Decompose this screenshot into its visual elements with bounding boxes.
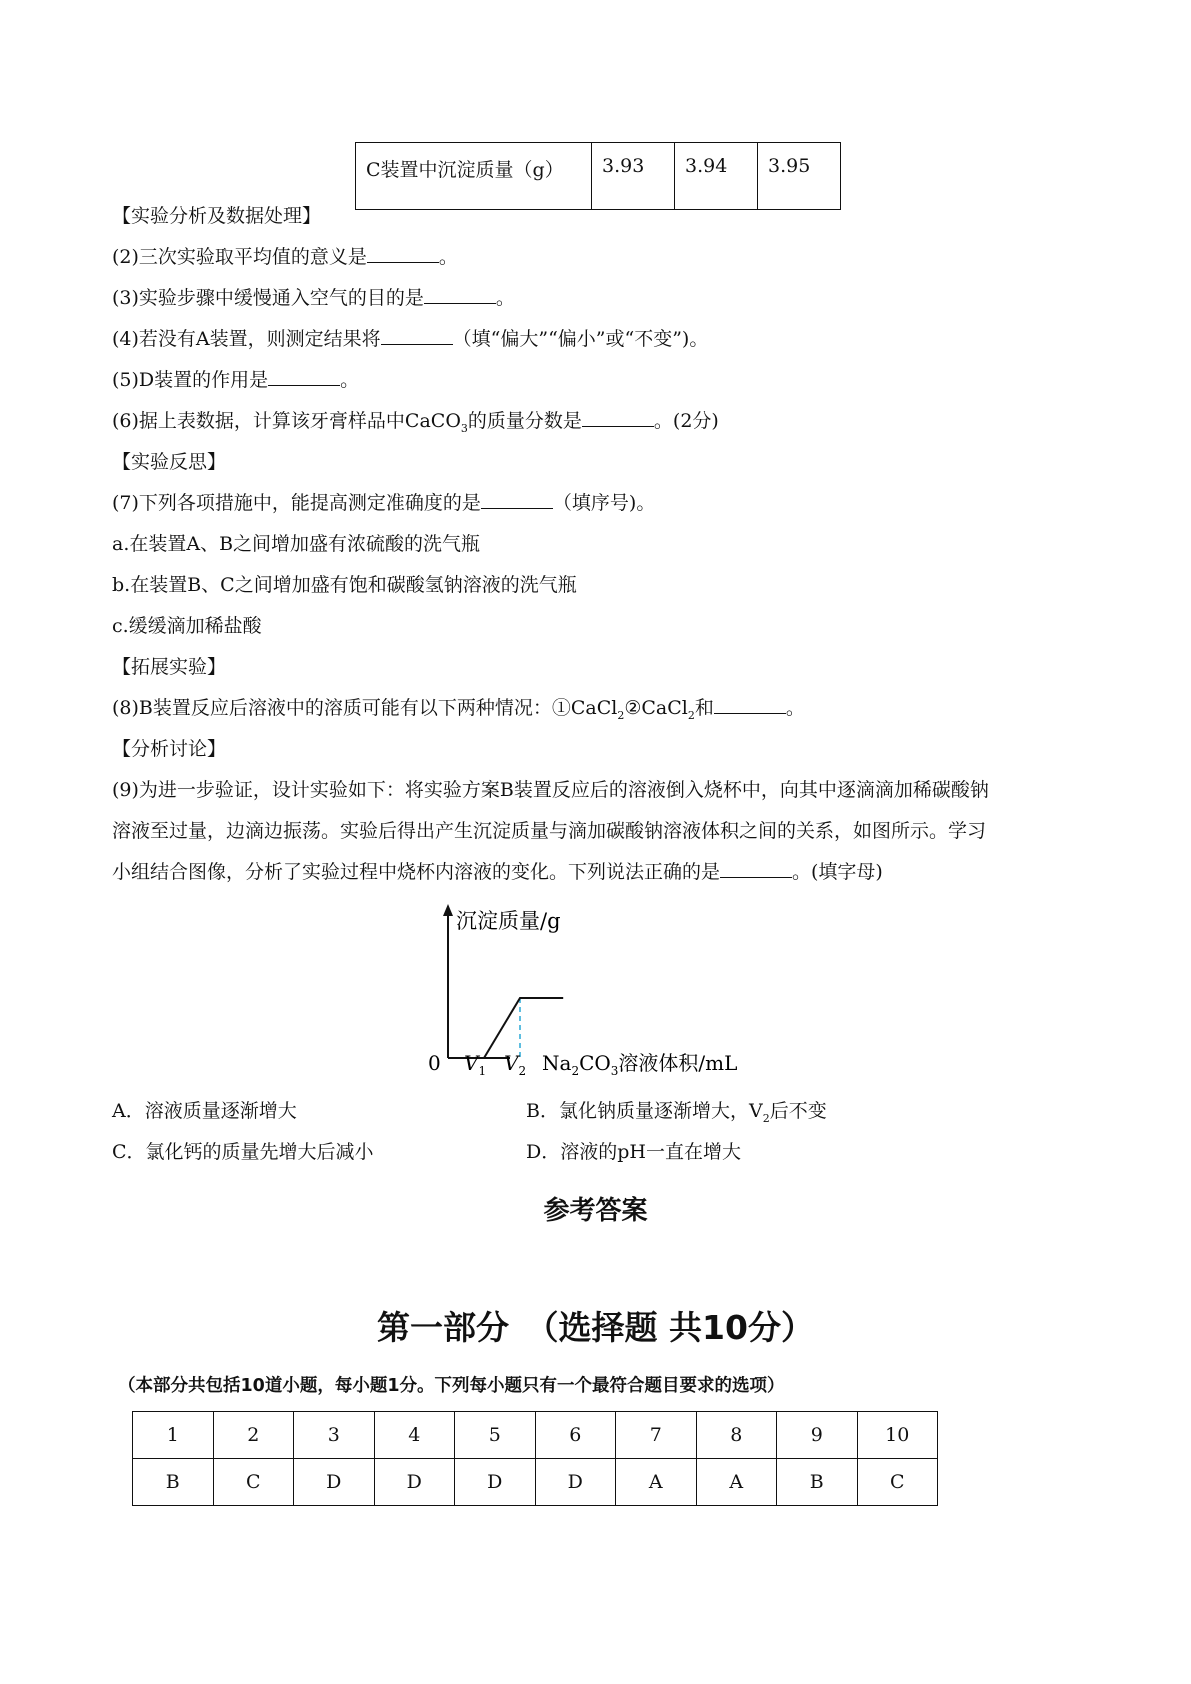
choice-a: A．溶液质量逐渐增大 (112, 1100, 297, 1122)
question-text: 和 (694, 697, 714, 719)
question-text-end: 。(2分) (653, 410, 719, 432)
section-heading-analysis: 【实验分析及数据处理】 (112, 205, 322, 227)
section-heading-discuss: 【分析讨论】 (112, 738, 227, 760)
option-b: b.在装置B、C之间增加盛有饱和碳酸氢钠溶液的洗气瓶 (112, 574, 577, 596)
answer-cell: D (294, 1459, 375, 1506)
option-a: a.在装置A、B之间增加盛有浓硫酸的洗气瓶 (112, 533, 481, 555)
question-9-line-1: (9)为进一步验证，设计实验如下：将实验方案B装置反应后的溶液倒入烧杯中，向其中逐滴滴加稀碳酸钠 (112, 779, 989, 801)
table-row (133, 1459, 938, 1506)
answer-cell: A (616, 1459, 697, 1506)
question-number: 3 (294, 1412, 375, 1459)
x-label-sub: 2 (571, 1064, 580, 1078)
answer-cell: B (133, 1459, 214, 1506)
sediment-mass-table (355, 142, 841, 210)
precipitate-volume-chart (420, 898, 780, 1078)
tick-label-v1 (464, 1051, 486, 1078)
question-text-end: 。 (340, 369, 360, 391)
x-label-part: 溶液体积/mL (618, 1051, 738, 1075)
section-heading-extend: 【拓展实验】 (112, 656, 227, 678)
question-text: (2)三次实验取平均值的意义是 (112, 246, 367, 268)
tick-v2-sub: 2 (518, 1064, 527, 1078)
part1-title: 第一部分 （选择题 共10分） (377, 1308, 814, 1347)
option-c: c.缓缓滴加稀盐酸 (112, 615, 262, 637)
subscript: 3 (460, 421, 468, 435)
question-number: 7 (616, 1412, 697, 1459)
question-9-line-2: 溶液至过量，边滴边振荡。实验后得出产生沉淀质量与滴加碳酸钠溶液体积之间的关系，如图所示。学习 (112, 820, 987, 842)
question-text: 小组结合图像，分析了实验过程中烧杯内溶液的变化。下列说法正确的是 (112, 861, 721, 883)
answer-blank[interactable] (268, 367, 340, 386)
answer-blank[interactable] (367, 244, 439, 263)
choice-text: 后不变 (769, 1100, 827, 1122)
answer-blank[interactable] (424, 285, 496, 304)
question-number: 10 (857, 1412, 938, 1459)
question-text-end: 。(填字母) (792, 861, 883, 883)
x-axis-label (542, 1051, 737, 1078)
question-number: 6 (535, 1412, 616, 1459)
answer-cell: C (213, 1459, 294, 1506)
subscript: 2 (617, 708, 625, 722)
question-text: (3)实验步骤中缓慢通入空气的目的是 (112, 287, 424, 309)
question-text: (6)据上表数据，计算该牙膏样品中CaCO (112, 410, 461, 432)
part1-note: （本部分共包括10道小题，每小题1分。下列每小题只有一个最符合题目要求的选项） (118, 1376, 785, 1396)
y-axis-label: 沉淀质量/g (456, 909, 561, 933)
answer-cell: D (455, 1459, 536, 1506)
answer-cell: D (374, 1459, 455, 1506)
row-label: C装置中沉淀质量（g） (356, 143, 592, 210)
x-label-sub: 3 (610, 1064, 619, 1078)
question-number: 1 (133, 1412, 214, 1459)
question-text: (8)B装置反应后溶液中的溶质可能有以下两种情况：①CaCl (112, 697, 618, 719)
tick-label-v2 (504, 1051, 526, 1078)
question-text-end: 。 (785, 697, 805, 719)
question-number: 2 (213, 1412, 294, 1459)
question-text-end: （填“偏大”“偏小”或“不变”)。 (452, 328, 709, 350)
question-text-end: 。 (438, 246, 458, 268)
answer-blank[interactable] (714, 695, 786, 714)
y-axis-arrow (443, 904, 453, 916)
answer-blank[interactable] (720, 859, 792, 878)
tick-v2-letter: V (504, 1051, 519, 1075)
question-text: (7)下列各项措施中，能提高测定准确度的是 (112, 492, 481, 514)
answer-cell: D (535, 1459, 616, 1506)
question-8 (112, 695, 805, 729)
question-9-line-3 (112, 859, 883, 885)
table-row (356, 143, 841, 210)
question-text-end: （填序号)。 (552, 492, 656, 514)
question-number: 5 (455, 1412, 536, 1459)
question-6 (112, 408, 719, 442)
answer-blank[interactable] (381, 326, 453, 345)
table-row (133, 1412, 938, 1459)
value-cell: 3.95 (758, 143, 841, 210)
origin-label: 0 (428, 1051, 441, 1075)
choice-b (526, 1096, 827, 1125)
section-heading-reflect: 【实验反思】 (112, 451, 227, 473)
question-text: (4)若没有A装置，则测定结果将 (112, 328, 381, 350)
answer-cell: C (857, 1459, 938, 1506)
precipitate-series-line (448, 998, 563, 1058)
question-text: (5)D装置的作用是 (112, 369, 269, 391)
question-number: 9 (777, 1412, 858, 1459)
question-4 (112, 326, 708, 352)
choice-text: B．氯化钠质量逐渐增大，V (526, 1100, 763, 1122)
answer-cell: B (777, 1459, 858, 1506)
answers-title: 参考答案 (543, 1196, 648, 1226)
value-cell: 3.94 (675, 143, 758, 210)
x-label-part: CO (579, 1051, 611, 1075)
question-number: 4 (374, 1412, 455, 1459)
x-label-part: Na (542, 1051, 572, 1075)
value-cell: 3.93 (592, 143, 675, 210)
answer-blank[interactable] (481, 490, 553, 509)
question-number: 8 (696, 1412, 777, 1459)
question-text-end: 。 (495, 287, 515, 309)
question-5 (112, 367, 359, 393)
choice-c: C．氯化钙的质量先增大后减小 (112, 1141, 374, 1163)
question-text: 的质量分数是 (467, 410, 582, 432)
answer-blank[interactable] (582, 408, 654, 427)
question-7 (112, 490, 655, 516)
question-text: ②CaCl (624, 697, 688, 719)
tick-v1-sub: 1 (478, 1064, 487, 1078)
choice-d: D．溶液的pH一直在增大 (526, 1141, 741, 1163)
answer-cell: A (696, 1459, 777, 1506)
answer-table (132, 1411, 938, 1506)
subscript: 2 (687, 708, 695, 722)
question-3 (112, 285, 515, 311)
subscript: 2 (762, 1111, 770, 1125)
tick-v1-letter: V (464, 1051, 479, 1075)
question-2 (112, 244, 458, 270)
